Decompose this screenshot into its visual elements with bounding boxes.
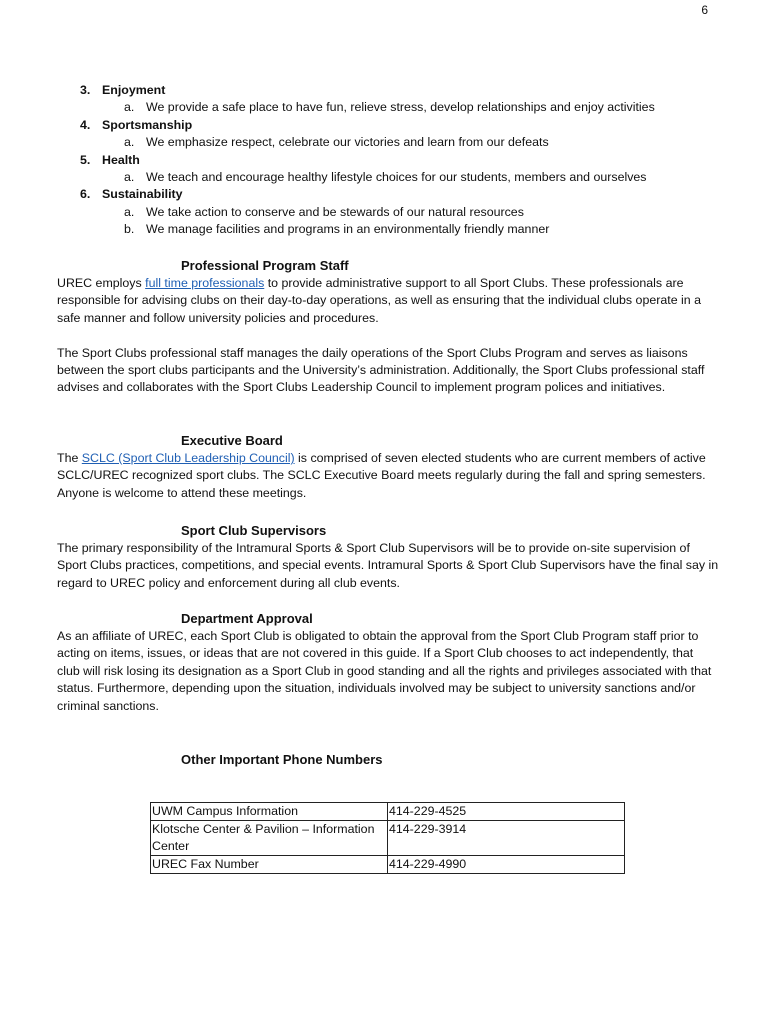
subitem-letter: a.	[124, 135, 135, 150]
phone-number-cell: 414-229-4990	[388, 856, 625, 874]
table-row	[151, 803, 625, 821]
full-time-professionals-link[interactable]: full time professionals	[145, 276, 265, 290]
phone-number-cell: 414-229-3914	[388, 821, 625, 856]
subitem-letter: b.	[124, 222, 135, 237]
page-number: 6	[701, 3, 708, 17]
table-row	[151, 856, 625, 874]
professional-staff-section	[57, 256, 719, 397]
subitem-text: We emphasize respect, celebrate our victories and learn from our defeats	[146, 135, 549, 150]
subitem-letter: a.	[124, 204, 135, 219]
paragraph-text: is comprised of seven elected students who are current members of active SCLC/UREC recognized sport clubs. The SCLC Executive Board meets regularly during the fall and spring semesters. Anyone is welcome to attend these meetings.	[57, 451, 706, 500]
values-list	[80, 82, 720, 239]
sclc-link[interactable]: SCLC (Sport Club Leadership Council)	[81, 451, 295, 465]
table-row	[151, 821, 625, 856]
phone-numbers-section	[57, 750, 719, 769]
list-number: 3.	[80, 83, 91, 97]
subitem-text: We manage facilities and programs in an environmentally friendly manner	[146, 222, 550, 237]
paragraph: As an affiliate of UREC, each Sport Club is obligated to obtain the approval from the Sport Club Program staff prior to acting on items, issues, or ideas that are not covered in this guide. If a Sport Club chooses to act independently, that club will risk losing its designation as a Sport Club in good standing and all the rights and privileges associated with that status. Furthermore, depending upon the situation, individuals involved may be subject to university sanctions and/or criminal sanctions.	[57, 629, 712, 713]
list-item-heading	[80, 186, 720, 203]
paragraph-text: to provide administrative support to all Sport Clubs. These professionals are responsible for advising clubs on their day-to-day operations, as well as ensuring that the individual clubs operate in a safe manner and follow university policies and procedures.	[57, 276, 701, 325]
section-heading: Executive Board	[181, 433, 283, 448]
phone-label-cell: Klotsche Center & Pavilion – Information Center	[151, 821, 388, 856]
paragraph	[57, 275, 719, 327]
paragraph-text: UREC employs	[57, 276, 146, 290]
list-subitem	[80, 221, 720, 238]
subitem-text: We teach and encourage healthy lifestyle choices for our students, members and ourselves	[146, 169, 647, 184]
subitem-text: We provide a safe place to have fun, relieve stress, develop relationships and enjoy activities	[146, 100, 655, 115]
supervisors-section	[57, 521, 719, 592]
phone-number-cell: 414-229-4525	[388, 803, 625, 821]
list-subitem	[80, 204, 720, 221]
list-subitem	[80, 99, 720, 116]
list-number: 6.	[80, 187, 91, 202]
list-title: Sportsmanship	[102, 117, 193, 132]
list-number: 4.	[80, 117, 91, 132]
list-subitem	[80, 169, 720, 186]
section-heading: Sport Club Supervisors	[181, 523, 327, 538]
list-number: 5.	[80, 152, 91, 167]
subitem-letter: a.	[124, 169, 135, 184]
department-approval-section	[57, 609, 719, 715]
list-item-heading	[80, 117, 720, 134]
subitem-letter: a.	[124, 100, 135, 115]
section-heading: Department Approval	[181, 611, 313, 626]
section-heading: Professional Program Staff	[181, 258, 349, 273]
phone-numbers-table	[150, 802, 625, 874]
paragraph: The primary responsibility of the Intramural Sports & Sport Club Supervisors will be to provide on-site supervision of Sport Clubs practices, competitions, and special events. Intramural Sports & Sport Club Supervisors have the final say in regard to UREC policy and enforcement during all club events.	[57, 541, 719, 590]
phone-label-cell: UREC Fax Number	[151, 856, 388, 874]
list-item-heading	[80, 82, 720, 99]
section-heading: Other Important Phone Numbers	[181, 752, 383, 767]
executive-board-section	[57, 431, 719, 502]
list-item-heading	[80, 152, 720, 169]
list-title: Enjoyment	[102, 83, 166, 97]
list-title: Sustainability	[102, 187, 183, 202]
paragraph: The Sport Clubs professional staff manages the daily operations of the Sport Clubs Program and serves as liaisons between the sport clubs participants and the University’s administration. Additionally, the Sport Clubs professional staff advises and collaborates with the Sport Clubs Leadership Council to implement program polices and initiatives.	[57, 345, 705, 395]
paragraph-text: The	[57, 451, 82, 465]
list-title: Health	[102, 152, 140, 167]
paragraph	[57, 450, 719, 502]
phone-label-cell: UWM Campus Information	[151, 803, 388, 821]
subitem-text: We take action to conserve and be stewards of our natural resources	[146, 204, 524, 219]
list-subitem	[80, 134, 720, 151]
